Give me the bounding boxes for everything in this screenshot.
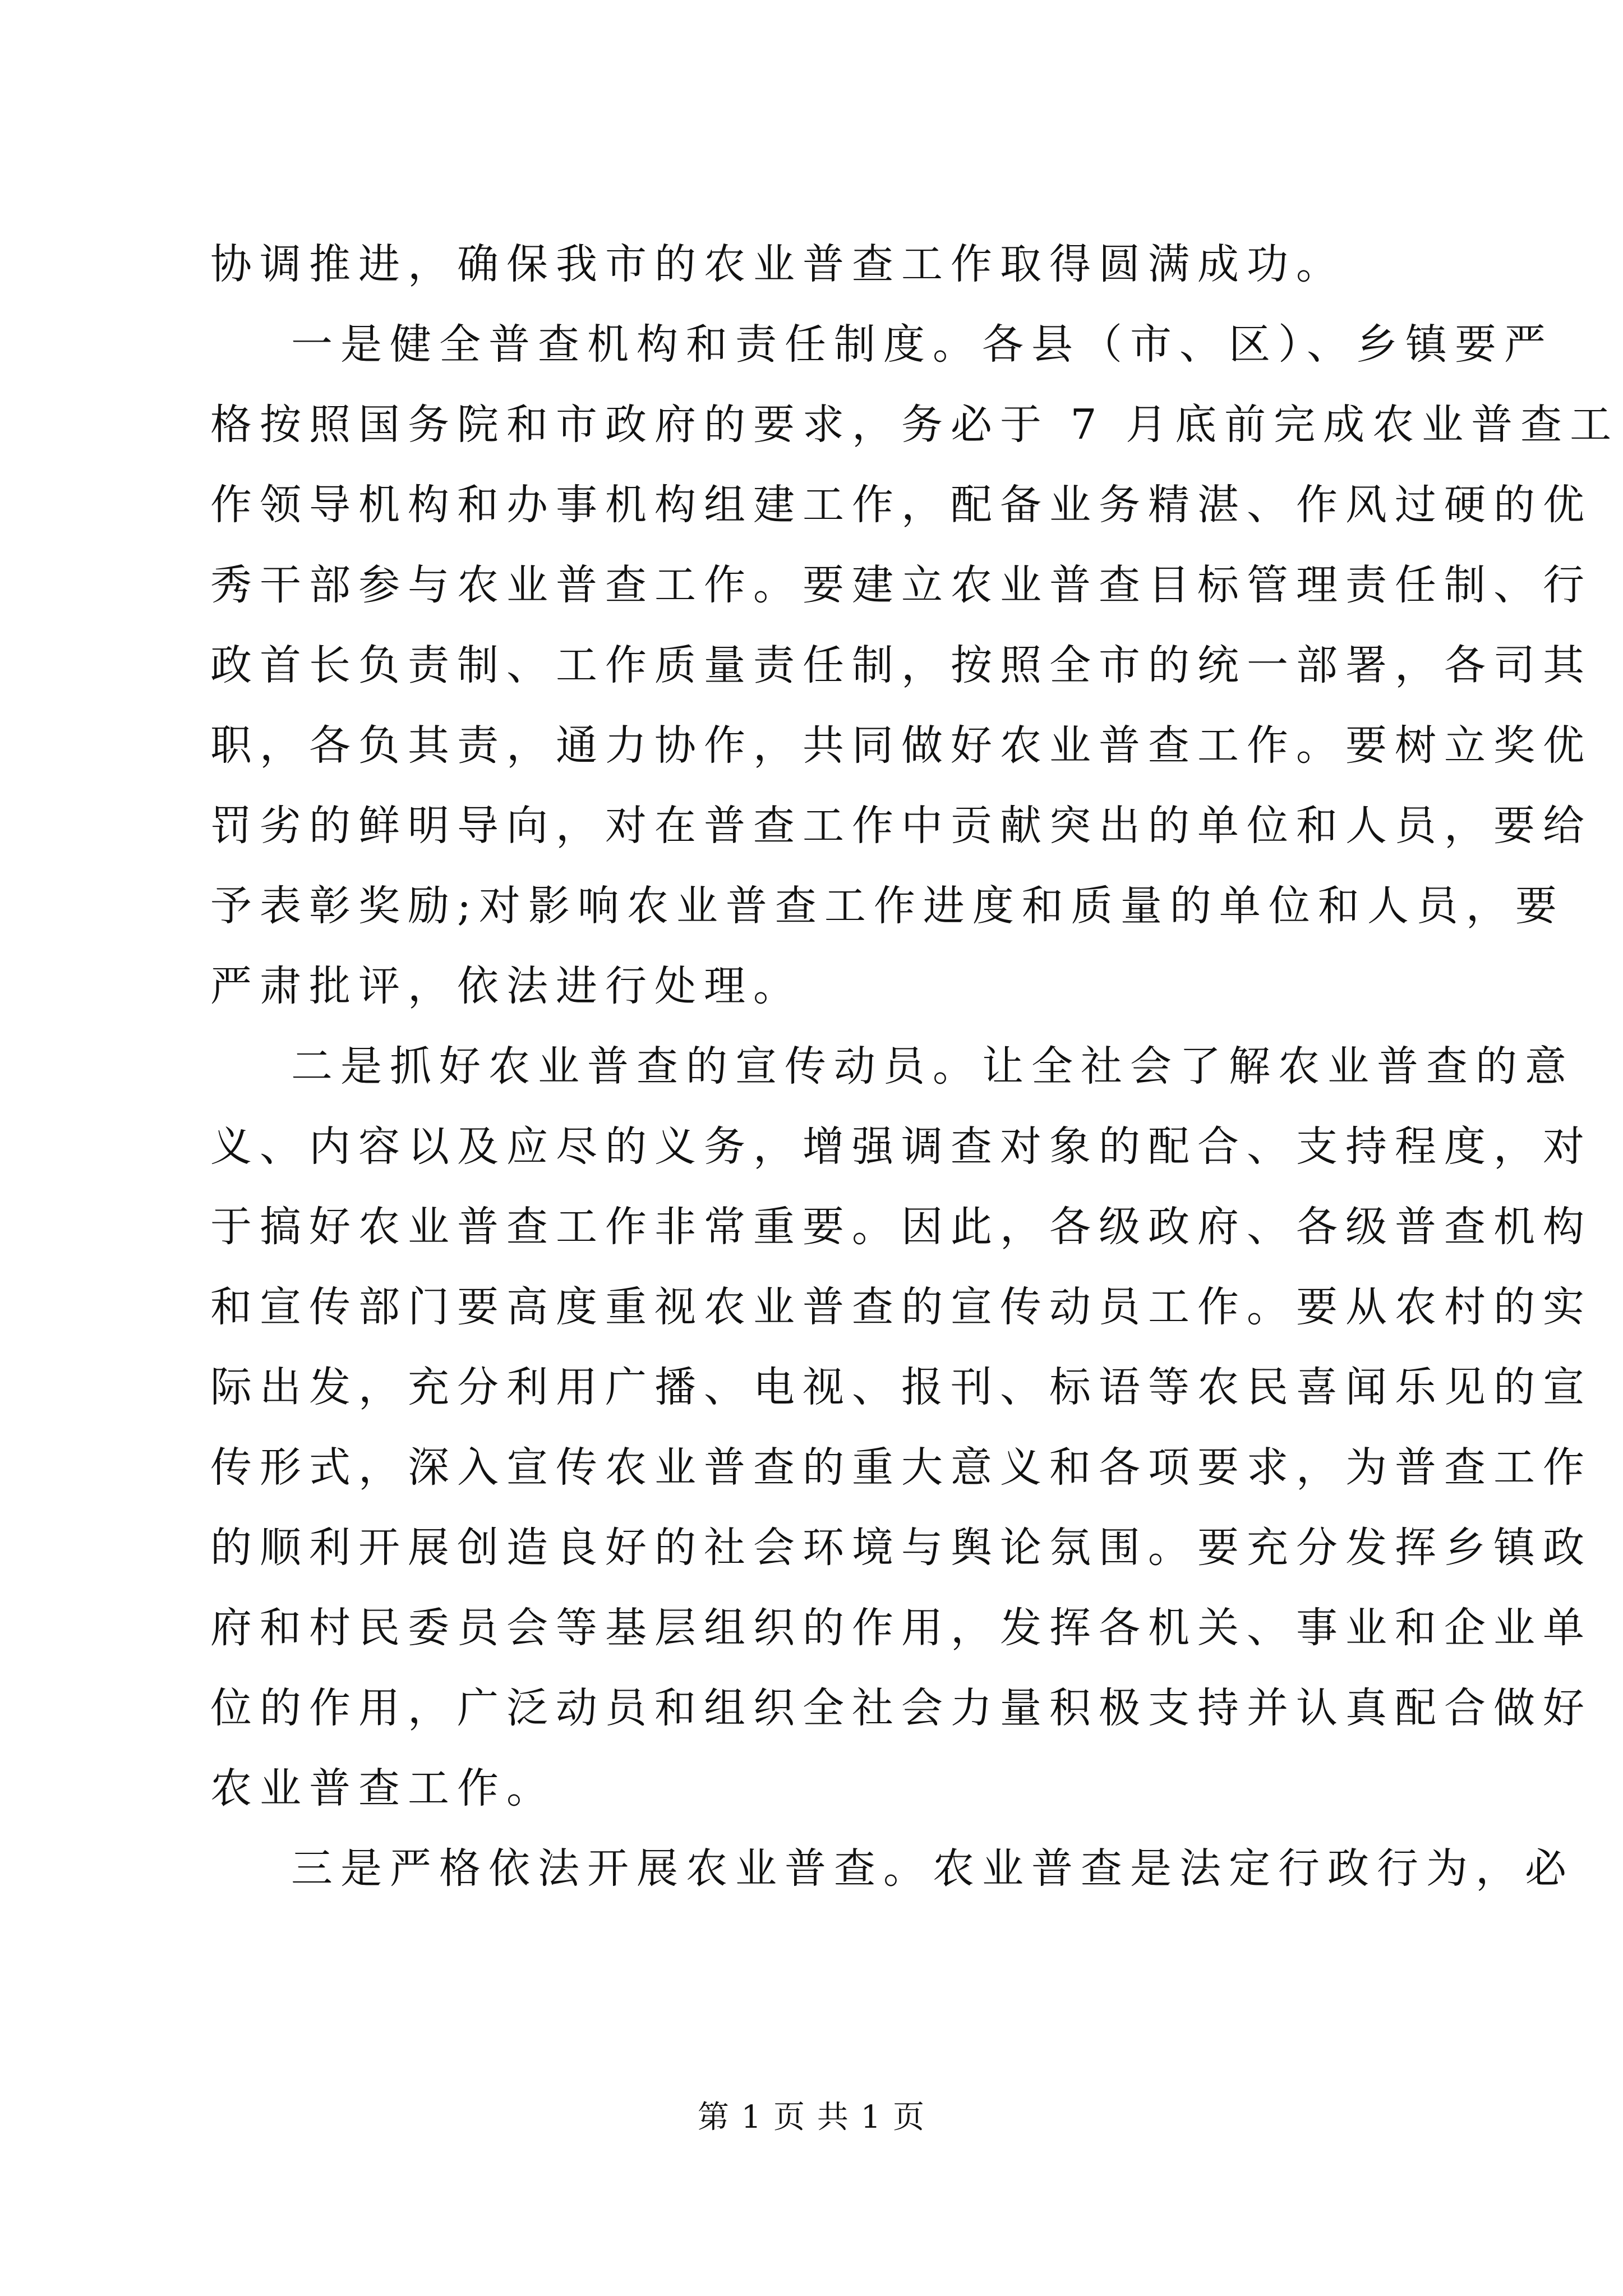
paragraph-line: 农业普查工作。	[210, 1764, 556, 1812]
paragraph-line: 和宣传部门要高度重视农业普查的宣传动员工作。要从农村的实	[210, 1283, 1592, 1331]
paragraph-line: 于搞好农业普查工作非常重要。因此，各级政府、各级普查机构	[210, 1203, 1592, 1251]
page-footer: 第 1 页 共 1 页	[697, 2099, 926, 2136]
paragraph-line: 的顺利开展创造良好的社会环境与舆论氛围。要充分发挥乡镇政	[210, 1524, 1592, 1572]
paragraph-line: 罚劣的鲜明导向，对在普查工作中贡献突出的单位和人员，要给	[210, 802, 1592, 850]
paragraph-line: 予表彰奖励;对影响农业普查工作进度和质量的单位和人员，要	[210, 882, 1565, 930]
paragraph-line: 府和村民委员会等基层组织的作用，发挥各机关、事业和企业单	[210, 1604, 1592, 1652]
paragraph-line: 格按照国务院和市政府的要求，务必于 7 月底前完成农业普查工	[210, 401, 1620, 449]
paragraph-line: 协调推进，确保我市的农业普查工作取得圆满成功。	[210, 240, 1345, 288]
paragraph-line: 义、内容以及应尽的义务，增强调查对象的配合、支持程度，对	[210, 1122, 1592, 1171]
paragraph-line: 严肃批评，依法进行处理。	[210, 962, 803, 1010]
paragraph-line: 作领导机构和办事机构组建工作，配备业务精湛、作风过硬的优	[210, 481, 1592, 529]
paragraph-line: 一是健全普查机构和责任制度。各县（市、区）、乡镇要严	[291, 320, 1553, 369]
paragraph-line: 际出发，充分利用广播、电视、报刊、标语等农民喜闻乐见的宣	[210, 1363, 1592, 1411]
paragraph-line: 位的作用，广泛动员和组织全社会力量积极支持并认真配合做好	[210, 1684, 1592, 1732]
paragraph-line: 二是抓好农业普查的宣传动员。让全社会了解农业普查的意	[291, 1042, 1574, 1091]
paragraph-line: 传形式，深入宣传农业普查的重大意义和各项要求，为普查工作	[210, 1443, 1592, 1492]
paragraph-line: 秀干部参与农业普查工作。要建立农业普查目标管理责任制、行	[210, 561, 1592, 609]
paragraph-line: 职，各负其责，通力协作，共同做好农业普查工作。要树立奖优	[210, 721, 1592, 770]
paragraph-line: 政首长负责制、工作质量责任制，按照全市的统一部署，各司其	[210, 641, 1592, 689]
body-text	[210, 224, 1620, 1909]
paragraph-line: 三是严格依法开展农业普查。农业普查是法定行政行为，必	[291, 1844, 1574, 1893]
